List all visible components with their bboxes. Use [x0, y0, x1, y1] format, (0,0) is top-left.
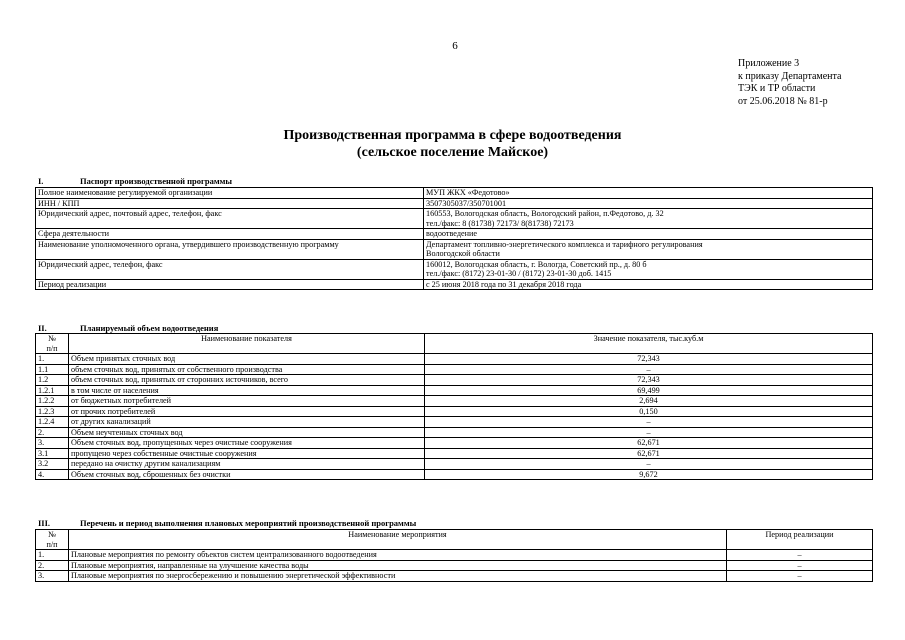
row-value: 72,343 [425, 375, 873, 386]
row-num: 1. [36, 550, 69, 561]
table-row [36, 417, 873, 428]
table-row [36, 385, 873, 396]
table-header-row [36, 530, 873, 550]
row-value: 0,150 [425, 406, 873, 417]
column-header-num [36, 334, 69, 354]
row-num: 2. [36, 427, 69, 438]
table-row [36, 438, 873, 449]
table-row [36, 571, 873, 582]
passport-value [424, 259, 873, 279]
passport-label: Сфера деятельности [36, 229, 424, 240]
table-row [36, 354, 873, 365]
row-num: 3. [36, 571, 69, 582]
passport-label: Юридический адрес, почтовый адрес, телефон, факс [36, 209, 424, 229]
row-num: 1.2 [36, 375, 69, 386]
column-header-period: Период реализации [727, 530, 873, 550]
table-row [36, 198, 873, 209]
section-number: II. [38, 323, 47, 333]
passport-label: Наименование уполномоченного органа, утвердившего производственную программу [36, 239, 424, 259]
column-header-name: Наименование мероприятия [69, 530, 727, 550]
row-name: объем сточных вод, принятых от собственного производства [69, 364, 425, 375]
row-value: 69,499 [425, 385, 873, 396]
section-number: III. [38, 518, 51, 528]
table-row [36, 469, 873, 480]
row-name: Объем неучтенных сточных вод [69, 427, 425, 438]
header-line: п/п [46, 343, 58, 353]
appendix-line: Приложение 3 [738, 58, 800, 69]
row-num: 1.2.3 [36, 406, 69, 417]
passport-value [424, 239, 873, 259]
row-num: 3.1 [36, 448, 69, 459]
table-row [36, 406, 873, 417]
row-num: 3.2 [36, 459, 69, 470]
row-num: 1.2.2 [36, 396, 69, 407]
row-name: от других канализаций [69, 417, 425, 428]
passport-value-line: тел./факс: (8172) 23-01-30 / (8172) 23-01-30 доб. 1415 [426, 269, 612, 278]
passport-value [424, 209, 873, 229]
section-number: I. [38, 176, 44, 186]
section-title: Планируемый объем водоотведения [80, 323, 219, 333]
row-period: – [727, 550, 873, 561]
title-line: (сельское поселение Майское) [356, 145, 549, 160]
passport-value-line: тел./факс: 8 (81738) 72173/ 8(81738) 72173 [426, 218, 574, 228]
row-value: – [425, 459, 873, 470]
row-name: Плановые мероприятия по энергосбережению и повышению энергетической эффективности [69, 571, 727, 582]
row-name: передано на очистку другим канализациям [69, 459, 425, 470]
row-num: 2. [36, 560, 69, 571]
volume-table [35, 333, 873, 480]
table-row [36, 229, 873, 240]
section3-heading [38, 518, 416, 528]
passport-table [35, 187, 873, 290]
table-row [36, 375, 873, 386]
document-title [0, 127, 905, 161]
row-name: от бюджетных потребителей [69, 396, 425, 407]
table-row [36, 239, 873, 259]
row-name: Плановые мероприятия, направленные на улучшение качества воды [69, 560, 727, 571]
passport-value: 3507305037/350701001 [424, 198, 873, 209]
passport-value: МУП ЖКХ «Федотово» [424, 188, 873, 199]
passport-value: водоотведение [424, 229, 873, 240]
row-name: от прочих потребителей [69, 406, 425, 417]
section1-heading [38, 176, 232, 186]
row-period: – [727, 571, 873, 582]
passport-value-line: Вологодской области [426, 249, 500, 258]
passport-label: Полное наименование регулируемой организации [36, 188, 424, 199]
passport-value: с 25 июня 2018 года по 31 декабря 2018 года [424, 279, 873, 290]
table-row [36, 259, 873, 279]
row-name: объем сточных вод, принятых от сторонних источников, всего [69, 375, 425, 386]
passport-value-line: Департамент топливно-энергетического комплекса и тарифного регулирования [426, 239, 703, 249]
row-num: 1.1 [36, 364, 69, 375]
row-name: пропущено через собственные очистные сооружения [69, 448, 425, 459]
table-row [36, 279, 873, 290]
table-row [36, 188, 873, 199]
appendix-line: от 25.06.2018 № 81-р [738, 95, 828, 107]
row-value: 2,694 [425, 396, 873, 407]
row-value: – [425, 427, 873, 438]
section-title: Паспорт производственной программы [80, 176, 233, 186]
table-row [36, 550, 873, 561]
table-row [36, 396, 873, 407]
section-title: Перечень и период выполнения плановых мероприятий производственной программы [80, 518, 417, 528]
column-header-num [36, 530, 69, 550]
table-header-row [36, 334, 873, 354]
title-line: Производственная программа в сфере водоотведения [283, 128, 622, 143]
passport-value-line: 160012, Вологодская область, г. Вологда, Советский пр., д. 80 б [426, 259, 647, 269]
page-number: 6 [452, 40, 458, 52]
passport-label: ИНН / КПП [36, 198, 424, 209]
table-row [36, 427, 873, 438]
row-name: в том числе от населения [69, 385, 425, 396]
row-value: 72,343 [425, 354, 873, 365]
row-num: 1.2.4 [36, 417, 69, 428]
row-num: 4. [36, 469, 69, 480]
table-row [36, 560, 873, 571]
table-row [36, 364, 873, 375]
header-line: п/п [46, 539, 58, 549]
row-num: 3. [36, 438, 69, 449]
measures-table [35, 529, 873, 582]
section2-heading [38, 323, 218, 333]
row-period: – [727, 560, 873, 571]
row-num: 1.2.1 [36, 385, 69, 396]
row-name: Объем сточных вод, пропущенных через очистные сооружения [69, 438, 425, 449]
table-row [36, 459, 873, 470]
row-name: Объем сточных вод, сброшенных без очистки [69, 469, 425, 480]
passport-label: Период реализации [36, 279, 424, 290]
header-line: № [48, 334, 56, 343]
row-name: Плановые мероприятия по ремонту объектов систем централизованного водоотведения [69, 550, 727, 561]
appendix-header [738, 58, 841, 108]
column-header-name: Наименование показателя [69, 334, 425, 354]
passport-value-line: 160553, Вологодская область, Вологодский район, п.Федотово, д. 32 [426, 209, 664, 218]
column-header-value: Значение показателя, тыс.куб.м [425, 334, 873, 354]
row-num: 1. [36, 354, 69, 365]
row-value: 62,671 [425, 438, 873, 449]
table-row [36, 448, 873, 459]
header-line: № [48, 530, 56, 539]
appendix-line: к приказу Департамента [738, 70, 842, 82]
table-row [36, 209, 873, 229]
row-value: – [425, 417, 873, 428]
row-value: – [425, 364, 873, 375]
row-value: 9,672 [425, 469, 873, 480]
row-name: Объем принятых сточных вод [69, 354, 425, 365]
appendix-line: ТЭК и ТР области [738, 83, 816, 94]
row-value: 62,671 [425, 448, 873, 459]
passport-label: Юридический адрес, телефон, факс [36, 259, 424, 279]
